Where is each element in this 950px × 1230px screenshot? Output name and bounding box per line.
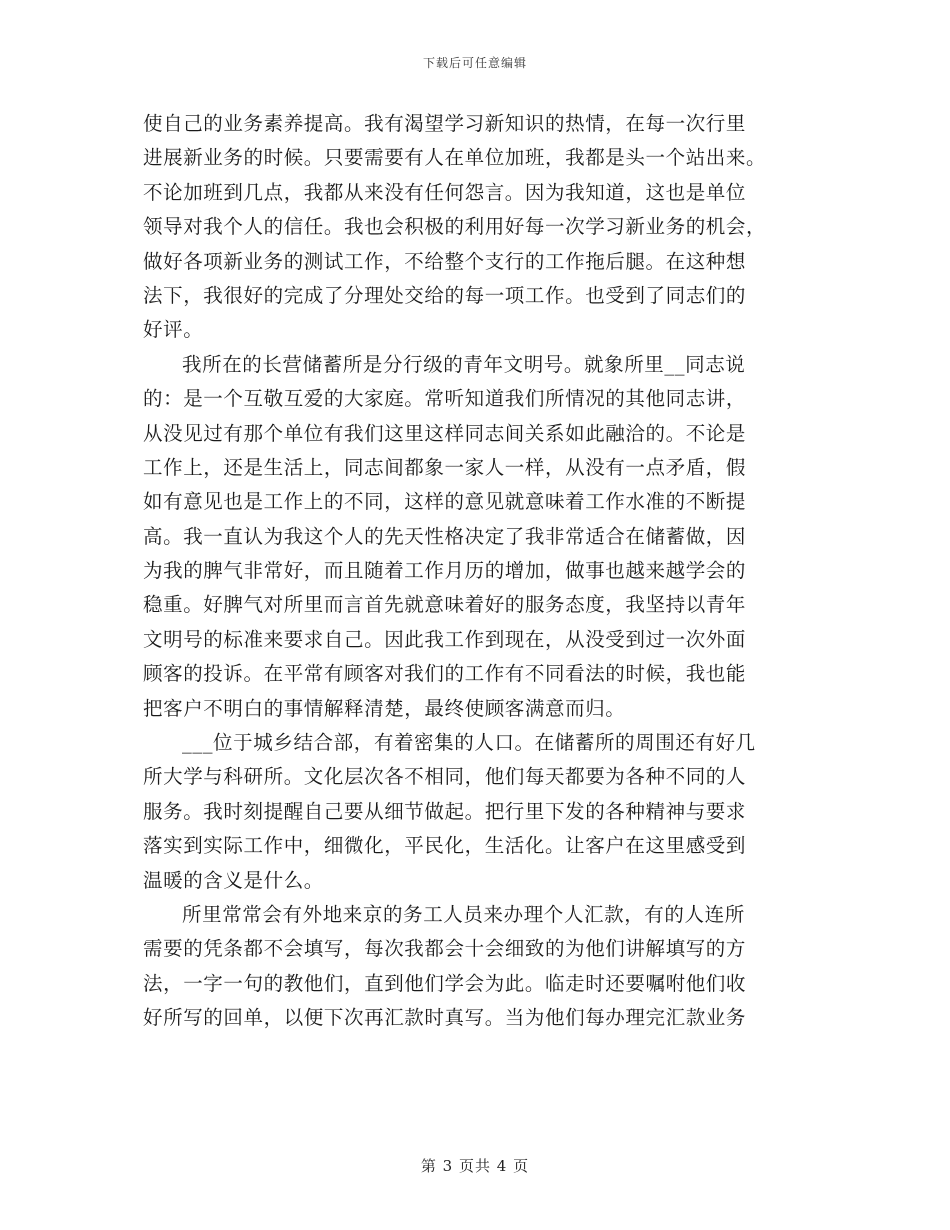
paragraph-line: 法，一字一句的教他们，直到他们学会为此。临走时还要嘱咐他们收 xyxy=(143,971,747,995)
paragraph-line: 的：是一个互敬互爱的大家庭。常听知道我们所情况的其他同志讲， xyxy=(143,387,747,411)
paragraph-line: 服务。我时刻提醒自己要从细节做起。把行里下发的各种精神与要求 xyxy=(143,799,747,823)
paragraph-line: 所大学与科研所。文化层次各不相同，他们每天都要为各种不同的人 xyxy=(143,765,747,789)
paragraph-line: 工作上，还是生活上，同志间都象一家人一样，从没有一点矛盾，假 xyxy=(143,455,747,479)
paragraph-line: 使自己的业务素养提高。我有渴望学习新知识的热情，在每一次行里 xyxy=(143,112,747,135)
paragraph-line: 需要的凭条都不会填写，每次我都会十会细致的为他们讲解填写的方 xyxy=(143,937,747,961)
paragraph-line: 从没见过有那个单位有我们这里这样同志间关系如此融洽的。不论是 xyxy=(143,421,747,445)
paragraph-line: 好评。 xyxy=(143,318,204,342)
paragraph-line: 做好各项新业务的测试工作，不给整个支行的工作拖后腿。在这种想 xyxy=(143,249,747,273)
document-body xyxy=(143,107,808,1036)
paragraph-line: ___位于城乡结合部，有着密集的人口。在储蓄所的周围还有好几 xyxy=(182,731,756,755)
paragraph-line: 所里常常会有外地来京的务工人员来办理个人汇款，有的人连所 xyxy=(182,902,745,926)
paragraph-line: 温暖的含义是什么。 xyxy=(143,868,324,892)
paragraph-line: 高。我一直认为我这个人的先天性格决定了我非常适合在储蓄做，因 xyxy=(143,524,747,548)
paragraph-line: 稳重。好脾气对所里而言首先就意味着好的服务态度，我坚持以青年 xyxy=(143,593,747,617)
paragraph-line: 进展新业务的时候。只要需要有人在单位加班，我都是头一个站出来。 xyxy=(143,146,767,170)
paragraph-line: 顾客的投诉。在平常有顾客对我们的工作有不同看法的时候，我也能 xyxy=(143,662,747,686)
paragraph-line: 把客户不明白的事情解释清楚，最终使顾客满意而归。 xyxy=(143,696,626,720)
paragraph-line: 为我的脾气非常好，而且随着工作月历的增加，做事也越来越学会的 xyxy=(143,559,747,583)
page-header: 下载后可任意编辑 xyxy=(422,56,527,70)
paragraph-line: 我所在的长营储蓄所是分行级的青年文明号。就象所里__同志说 xyxy=(182,352,746,376)
paragraph-line: 领导对我个人的信任。我也会积极的利用好每一次学习新业务的机会， xyxy=(143,215,767,239)
paragraph-line: 法下，我很好的完成了分理处交给的每一项工作。也受到了同志们的 xyxy=(143,283,747,307)
paragraph-line: 落实到实际工作中，细微化，平民化，生活化。让客户在这里感受到 xyxy=(143,834,747,858)
paragraph-line: 好所写的回单，以便下次再汇款时真写。当为他们每办理完汇款业务 xyxy=(143,1006,747,1030)
paragraph-line: 如有意见也是工作上的不同，这样的意见就意味着工作水准的不断提 xyxy=(143,490,747,514)
page-footer: 第 3 页共 4 页 xyxy=(420,1157,530,1175)
paragraph-line: 文明号的标准来要求自己。因此我工作到现在，从没受到过一次外面 xyxy=(143,627,747,651)
paragraph-line: 不论加班到几点，我都从来没有任何怨言。因为我知道，这也是单位 xyxy=(143,180,747,204)
